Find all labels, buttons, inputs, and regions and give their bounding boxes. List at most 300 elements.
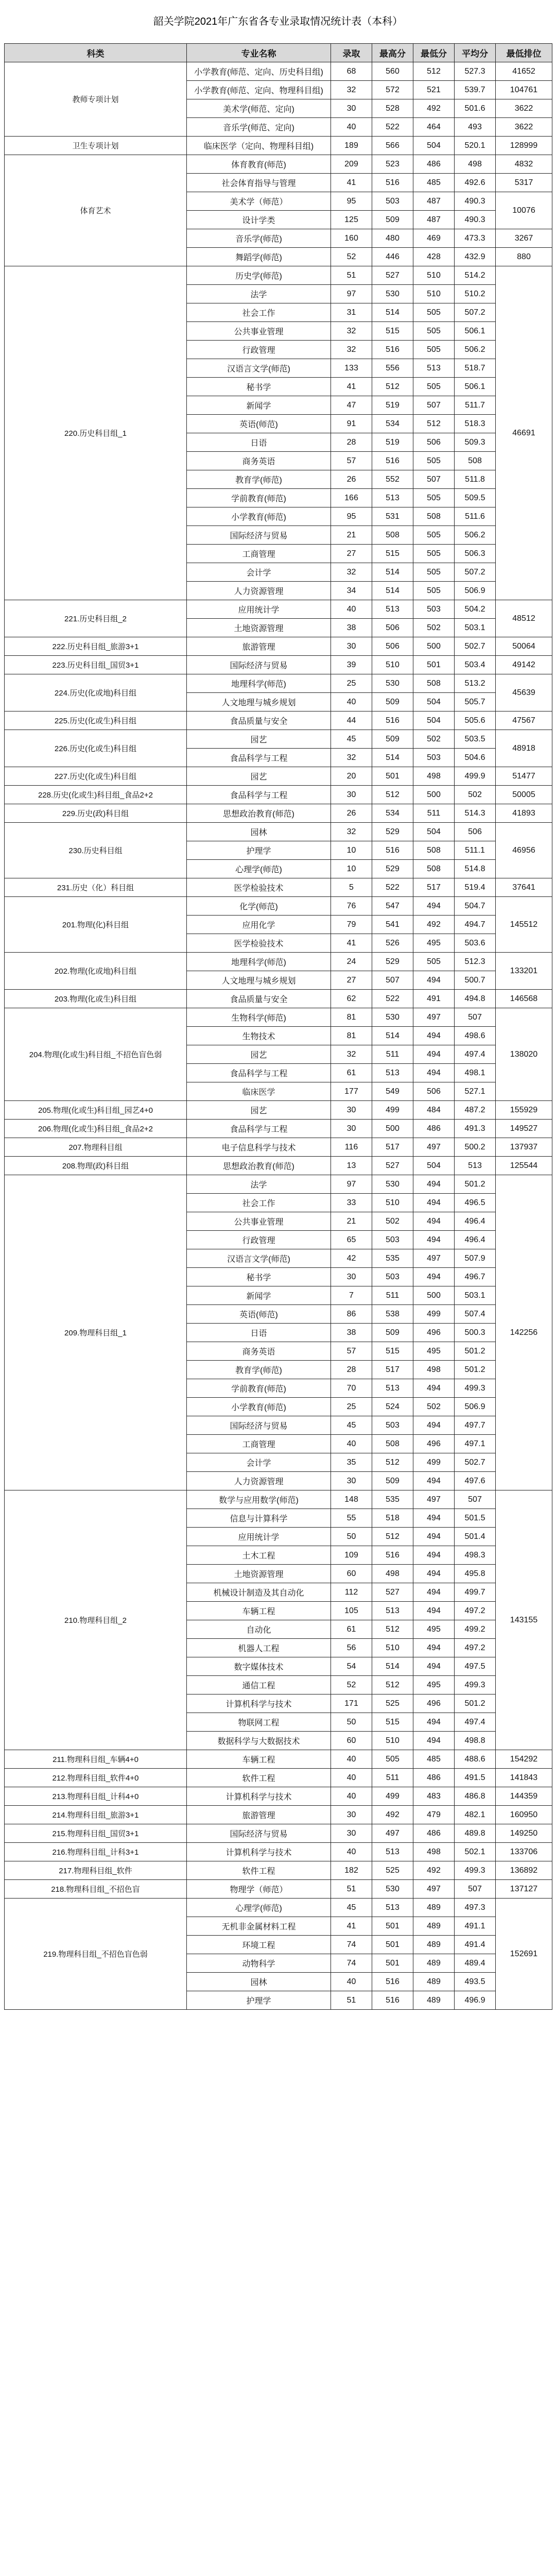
admitted-cell: 50 [331, 1713, 372, 1732]
major-cell: 信息与计算科学 [187, 1509, 331, 1528]
major-cell: 临床医学 [187, 1082, 331, 1101]
admitted-cell: 30 [331, 1806, 372, 1824]
min-score-cell: 508 [413, 841, 455, 860]
avg-score-cell: 487.2 [455, 1101, 496, 1120]
max-score-cell: 529 [372, 823, 413, 841]
admitted-cell: 65 [331, 1231, 372, 1249]
admitted-cell: 177 [331, 1082, 372, 1101]
major-cell: 教育学(师范) [187, 1361, 331, 1379]
min-score-cell: 500 [413, 637, 455, 656]
min-score-cell: 511 [413, 804, 455, 823]
max-score-cell: 534 [372, 415, 413, 433]
avg-score-cell: 491.5 [455, 1769, 496, 1787]
min-rank-cell: 137127 [496, 1880, 552, 1899]
major-cell: 人力资源管理 [187, 582, 331, 600]
admitted-cell: 30 [331, 99, 372, 118]
admitted-cell: 86 [331, 1305, 372, 1324]
major-cell: 法学 [187, 285, 331, 303]
admitted-cell: 5 [331, 878, 372, 897]
major-cell: 园艺 [187, 730, 331, 749]
major-cell: 舞蹈学(师范) [187, 248, 331, 266]
major-cell: 秘书学 [187, 378, 331, 396]
admitted-cell: 30 [331, 786, 372, 804]
avg-score-cell: 494.7 [455, 916, 496, 934]
min-rank-cell: 3267 [496, 229, 552, 248]
avg-score-cell: 518.7 [455, 359, 496, 378]
avg-score-cell: 491.1 [455, 1917, 496, 1936]
avg-score-cell: 511.1 [455, 841, 496, 860]
major-cell: 生物技术 [187, 1027, 331, 1045]
major-cell: 车辆工程 [187, 1602, 331, 1620]
avg-score-cell: 495.8 [455, 1565, 496, 1583]
major-cell: 物联网工程 [187, 1713, 331, 1732]
avg-score-cell: 506.9 [455, 1398, 496, 1416]
min-score-cell: 486 [413, 155, 455, 174]
min-score-cell: 486 [413, 1120, 455, 1138]
max-score-cell: 503 [372, 192, 413, 211]
category-cell: 225.历史(化或生)科目组 [5, 711, 187, 730]
major-cell: 机械设计制造及其自动化 [187, 1583, 331, 1602]
max-score-cell: 538 [372, 1305, 413, 1324]
min-score-cell: 521 [413, 81, 455, 99]
admitted-cell: 81 [331, 1027, 372, 1045]
table-row [5, 1175, 552, 1194]
avg-score-cell: 503.6 [455, 934, 496, 953]
major-cell: 化学(师范) [187, 897, 331, 916]
max-score-cell: 510 [372, 1732, 413, 1750]
avg-score-cell: 502.1 [455, 1843, 496, 1861]
major-cell: 护理学 [187, 841, 331, 860]
admitted-cell: 40 [331, 1787, 372, 1806]
max-score-cell: 522 [372, 878, 413, 897]
category-cell: 230.历史科目组 [5, 823, 187, 878]
avg-score-cell: 507.9 [455, 1249, 496, 1268]
max-score-cell: 566 [372, 137, 413, 155]
admitted-cell: 133 [331, 359, 372, 378]
avg-score-cell: 497.6 [455, 1472, 496, 1490]
avg-score-cell: 500.3 [455, 1324, 496, 1342]
min-score-cell: 494 [413, 1212, 455, 1231]
min-score-cell: 507 [413, 470, 455, 489]
category-cell: 215.物理科目组_国贸3+1 [5, 1824, 187, 1843]
major-cell: 物理学（师范） [187, 1880, 331, 1899]
min-score-cell: 497 [413, 1249, 455, 1268]
admitted-cell: 74 [331, 1954, 372, 1973]
admitted-cell: 56 [331, 1639, 372, 1657]
min-rank-cell: 41652 [496, 62, 552, 81]
major-cell: 学前教育(师范) [187, 1379, 331, 1398]
admitted-cell: 26 [331, 804, 372, 823]
max-score-cell: 505 [372, 1750, 413, 1769]
max-score-cell: 516 [372, 841, 413, 860]
table-body [5, 62, 552, 2010]
min-score-cell: 495 [413, 1342, 455, 1361]
min-score-cell: 494 [413, 897, 455, 916]
category-cell: 210.物理科目组_2 [5, 1490, 187, 1750]
max-score-cell: 512 [372, 1676, 413, 1694]
avg-score-cell: 509.5 [455, 489, 496, 507]
admitted-cell: 51 [331, 1880, 372, 1899]
avg-score-cell: 493 [455, 118, 496, 137]
admitted-cell: 32 [331, 823, 372, 841]
min-rank-cell: 46691 [496, 266, 552, 600]
avg-score-cell: 511.6 [455, 507, 496, 526]
major-cell: 美术学（师范） [187, 192, 331, 211]
min-rank-cell: 144359 [496, 1787, 552, 1806]
min-score-cell: 497 [413, 1880, 455, 1899]
min-rank-cell: 4832 [496, 155, 552, 174]
category-cell: 213.物理科目组_计科4+0 [5, 1787, 187, 1806]
category-cell: 203.物理(化或生)科目组 [5, 990, 187, 1008]
min-score-cell: 494 [413, 1231, 455, 1249]
admitted-cell: 50 [331, 1528, 372, 1546]
avg-score-cell: 501.5 [455, 1509, 496, 1528]
min-rank-cell: 5317 [496, 174, 552, 192]
category-cell: 223.历史科目组_国贸3+1 [5, 656, 187, 674]
min-score-cell: 484 [413, 1101, 455, 1120]
min-score-cell: 496 [413, 1324, 455, 1342]
admitted-cell: 70 [331, 1379, 372, 1398]
category-cell: 216.物理科目组_计科3+1 [5, 1843, 187, 1861]
max-score-cell: 510 [372, 1639, 413, 1657]
avg-score-cell: 497.4 [455, 1713, 496, 1732]
min-score-cell: 504 [413, 711, 455, 730]
table-row [5, 953, 552, 971]
table-row [5, 1843, 552, 1861]
admission-table [4, 43, 552, 2010]
major-cell: 环境工程 [187, 1936, 331, 1954]
avg-score-cell: 500.7 [455, 971, 496, 990]
admitted-cell: 32 [331, 322, 372, 341]
major-cell: 学前教育(师范) [187, 489, 331, 507]
min-rank-cell: 142256 [496, 1175, 552, 1490]
max-score-cell: 514 [372, 303, 413, 322]
max-score-cell: 530 [372, 1880, 413, 1899]
admitted-cell: 125 [331, 211, 372, 229]
min-rank-cell: 10076 [496, 192, 552, 229]
major-cell: 体育教育(师范) [187, 155, 331, 174]
max-score-cell: 535 [372, 1249, 413, 1268]
min-score-cell: 505 [413, 303, 455, 322]
category-cell: 211.物理科目组_车辆4+0 [5, 1750, 187, 1769]
max-score-cell: 530 [372, 674, 413, 693]
table-row [5, 137, 552, 155]
min-score-cell: 500 [413, 1286, 455, 1305]
min-score-cell: 503 [413, 600, 455, 619]
admitted-cell: 33 [331, 1194, 372, 1212]
table-row [5, 823, 552, 841]
avg-score-cell: 498.6 [455, 1027, 496, 1045]
avg-score-cell: 492.6 [455, 174, 496, 192]
max-score-cell: 516 [372, 174, 413, 192]
min-score-cell: 492 [413, 99, 455, 118]
avg-score-cell: 527.1 [455, 1082, 496, 1101]
max-score-cell: 516 [372, 341, 413, 359]
admitted-cell: 34 [331, 582, 372, 600]
major-cell: 秘书学 [187, 1268, 331, 1286]
min-score-cell: 485 [413, 174, 455, 192]
min-score-cell: 494 [413, 1379, 455, 1398]
avg-score-cell: 507 [455, 1008, 496, 1027]
max-score-cell: 516 [372, 711, 413, 730]
major-cell: 小学教育(师范、定向、物理科目组) [187, 81, 331, 99]
max-score-cell: 513 [372, 1602, 413, 1620]
admitted-cell: 68 [331, 62, 372, 81]
category-cell: 201.物理(化)科目组 [5, 897, 187, 953]
major-cell: 土地资源管理 [187, 1565, 331, 1583]
major-cell: 人文地理与城乡规划 [187, 693, 331, 711]
max-score-cell: 530 [372, 285, 413, 303]
avg-score-cell: 498.3 [455, 1546, 496, 1565]
min-score-cell: 487 [413, 211, 455, 229]
table-row [5, 266, 552, 285]
category-cell: 教师专项计划 [5, 62, 187, 137]
major-cell: 护理学 [187, 1991, 331, 2010]
admitted-cell: 20 [331, 767, 372, 786]
avg-score-cell: 509.3 [455, 433, 496, 452]
major-cell: 数据科学与大数据技术 [187, 1732, 331, 1750]
table-row [5, 1490, 552, 1509]
max-score-cell: 512 [372, 1528, 413, 1546]
major-cell: 小学教育(师范) [187, 1398, 331, 1416]
major-cell: 数字媒体技术 [187, 1657, 331, 1676]
min-rank-cell: 51477 [496, 767, 552, 786]
min-score-cell: 510 [413, 285, 455, 303]
table-row [5, 730, 552, 749]
max-score-cell: 516 [372, 452, 413, 470]
table-row [5, 1824, 552, 1843]
major-cell: 旅游管理 [187, 1806, 331, 1824]
avg-score-cell: 499.9 [455, 767, 496, 786]
max-score-cell: 503 [372, 1268, 413, 1286]
table-row [5, 804, 552, 823]
min-rank-cell: 50064 [496, 637, 552, 656]
min-rank-cell: 154292 [496, 1750, 552, 1769]
min-score-cell: 506 [413, 1082, 455, 1101]
min-score-cell: 504 [413, 823, 455, 841]
avg-score-cell: 506.3 [455, 545, 496, 563]
max-score-cell: 512 [372, 786, 413, 804]
avg-score-cell: 505.6 [455, 711, 496, 730]
avg-score-cell: 497.5 [455, 1657, 496, 1676]
table-row [5, 1769, 552, 1787]
major-cell: 汉语言文学(师范) [187, 359, 331, 378]
major-cell: 商务英语 [187, 1342, 331, 1361]
major-cell: 工商管理 [187, 1435, 331, 1453]
admitted-cell: 91 [331, 415, 372, 433]
major-cell: 会计学 [187, 563, 331, 582]
table-row [5, 711, 552, 730]
avg-score-cell: 501.4 [455, 1528, 496, 1546]
major-cell: 历史学(师范) [187, 266, 331, 285]
admitted-cell: 57 [331, 452, 372, 470]
max-score-cell: 492 [372, 1806, 413, 1824]
min-score-cell: 494 [413, 1472, 455, 1490]
admitted-cell: 160 [331, 229, 372, 248]
admitted-cell: 189 [331, 137, 372, 155]
admitted-cell: 30 [331, 637, 372, 656]
max-score-cell: 507 [372, 971, 413, 990]
major-cell: 日语 [187, 433, 331, 452]
min-score-cell: 498 [413, 767, 455, 786]
major-cell: 应用统计学 [187, 600, 331, 619]
table-row [5, 878, 552, 897]
max-score-cell: 501 [372, 1917, 413, 1936]
admitted-cell: 61 [331, 1064, 372, 1082]
avg-score-cell: 501.2 [455, 1342, 496, 1361]
max-score-cell: 560 [372, 62, 413, 81]
admitted-cell: 41 [331, 174, 372, 192]
avg-score-cell: 519.4 [455, 878, 496, 897]
min-score-cell: 494 [413, 1194, 455, 1212]
min-score-cell: 505 [413, 526, 455, 545]
max-score-cell: 522 [372, 990, 413, 1008]
admitted-cell: 52 [331, 1676, 372, 1694]
avg-score-cell: 502 [455, 786, 496, 804]
avg-score-cell: 514.8 [455, 860, 496, 878]
major-cell: 国际经济与贸易 [187, 1416, 331, 1435]
min-score-cell: 505 [413, 953, 455, 971]
admitted-cell: 21 [331, 526, 372, 545]
admitted-cell: 30 [331, 1101, 372, 1120]
page-title: 韶关学院2021年广东省各专业录取情况统计表（本科） [153, 16, 403, 27]
major-cell: 软件工程 [187, 1769, 331, 1787]
max-score-cell: 547 [372, 897, 413, 916]
min-score-cell: 494 [413, 1546, 455, 1565]
min-score-cell: 504 [413, 1157, 455, 1175]
major-cell: 通信工程 [187, 1676, 331, 1694]
major-cell: 土木工程 [187, 1546, 331, 1565]
avg-score-cell: 499.7 [455, 1583, 496, 1602]
avg-score-cell: 520.1 [455, 137, 496, 155]
min-score-cell: 512 [413, 62, 455, 81]
min-score-cell: 489 [413, 1973, 455, 1991]
max-score-cell: 513 [372, 489, 413, 507]
max-score-cell: 498 [372, 1565, 413, 1583]
min-rank-cell: 125544 [496, 1157, 552, 1175]
category-cell: 218.物理科目组_不招色盲 [5, 1880, 187, 1899]
avg-score-cell: 432.9 [455, 248, 496, 266]
max-score-cell: 503 [372, 1416, 413, 1435]
major-cell: 国际经济与贸易 [187, 656, 331, 674]
table-row [5, 1101, 552, 1120]
category-cell: 219.物理科目组_不招色盲色弱 [5, 1899, 187, 2010]
category-cell: 202.物理(化或地)科目组 [5, 953, 187, 990]
avg-score-cell: 507 [455, 1490, 496, 1509]
major-cell: 食品质量与安全 [187, 711, 331, 730]
min-score-cell: 505 [413, 322, 455, 341]
avg-score-cell: 497.2 [455, 1602, 496, 1620]
max-score-cell: 528 [372, 99, 413, 118]
max-score-cell: 509 [372, 1472, 413, 1490]
major-cell: 食品质量与安全 [187, 990, 331, 1008]
admitted-cell: 112 [331, 1583, 372, 1602]
major-cell: 日语 [187, 1324, 331, 1342]
min-score-cell: 503 [413, 749, 455, 767]
max-score-cell: 509 [372, 211, 413, 229]
major-cell: 行政管理 [187, 341, 331, 359]
major-cell: 公共事业管理 [187, 322, 331, 341]
max-score-cell: 534 [372, 804, 413, 823]
table-row [5, 600, 552, 619]
admitted-cell: 41 [331, 1917, 372, 1936]
major-cell: 新闻学 [187, 1286, 331, 1305]
max-score-cell: 514 [372, 582, 413, 600]
admitted-cell: 52 [331, 248, 372, 266]
min-score-cell: 494 [413, 1565, 455, 1583]
min-score-cell: 489 [413, 1899, 455, 1917]
min-score-cell: 495 [413, 934, 455, 953]
admitted-cell: 171 [331, 1694, 372, 1713]
admitted-cell: 27 [331, 545, 372, 563]
major-cell: 人力资源管理 [187, 1472, 331, 1490]
table-row [5, 155, 552, 174]
admitted-cell: 62 [331, 990, 372, 1008]
avg-score-cell: 486.8 [455, 1787, 496, 1806]
table-row [5, 1787, 552, 1806]
major-cell: 汉语言文学(师范) [187, 1249, 331, 1268]
avg-score-cell: 514.2 [455, 266, 496, 285]
min-score-cell: 512 [413, 415, 455, 433]
major-cell: 设计学类 [187, 211, 331, 229]
min-score-cell: 489 [413, 1954, 455, 1973]
min-score-cell: 502 [413, 730, 455, 749]
max-score-cell: 511 [372, 1045, 413, 1064]
header-category: 科类 [5, 44, 187, 62]
avg-score-cell: 527.3 [455, 62, 496, 81]
major-cell: 思想政治教育(师范) [187, 1157, 331, 1175]
min-rank-cell: 160950 [496, 1806, 552, 1824]
avg-score-cell: 500.2 [455, 1138, 496, 1157]
min-score-cell: 494 [413, 1713, 455, 1732]
min-score-cell: 494 [413, 1583, 455, 1602]
major-cell: 无机非金属材料工程 [187, 1917, 331, 1936]
max-score-cell: 514 [372, 1027, 413, 1045]
max-score-cell: 519 [372, 396, 413, 415]
max-score-cell: 549 [372, 1082, 413, 1101]
major-cell: 园艺 [187, 1101, 331, 1120]
avg-score-cell: 507.2 [455, 563, 496, 582]
min-rank-cell: 49142 [496, 656, 552, 674]
header-row [5, 44, 552, 62]
admitted-cell: 148 [331, 1490, 372, 1509]
min-score-cell: 498 [413, 1843, 455, 1861]
max-score-cell: 527 [372, 1583, 413, 1602]
min-score-cell: 494 [413, 1045, 455, 1064]
admitted-cell: 30 [331, 1472, 372, 1490]
admitted-cell: 35 [331, 1453, 372, 1472]
max-score-cell: 516 [372, 1546, 413, 1565]
avg-score-cell: 503.5 [455, 730, 496, 749]
avg-score-cell: 508 [455, 452, 496, 470]
admitted-cell: 40 [331, 1435, 372, 1453]
min-score-cell: 505 [413, 378, 455, 396]
admitted-cell: 38 [331, 1324, 372, 1342]
avg-score-cell: 506.1 [455, 322, 496, 341]
max-score-cell: 509 [372, 730, 413, 749]
avg-score-cell: 490.3 [455, 192, 496, 211]
major-cell: 食品科学与工程 [187, 1120, 331, 1138]
avg-score-cell: 491.3 [455, 1120, 496, 1138]
min-rank-cell: 146568 [496, 990, 552, 1008]
min-score-cell: 428 [413, 248, 455, 266]
max-score-cell: 512 [372, 1453, 413, 1472]
admitted-cell: 40 [331, 1750, 372, 1769]
min-score-cell: 494 [413, 1732, 455, 1750]
min-score-cell: 494 [413, 1509, 455, 1528]
admitted-cell: 76 [331, 897, 372, 916]
category-cell: 228.历史(化或生)科目组_食品2+2 [5, 786, 187, 804]
